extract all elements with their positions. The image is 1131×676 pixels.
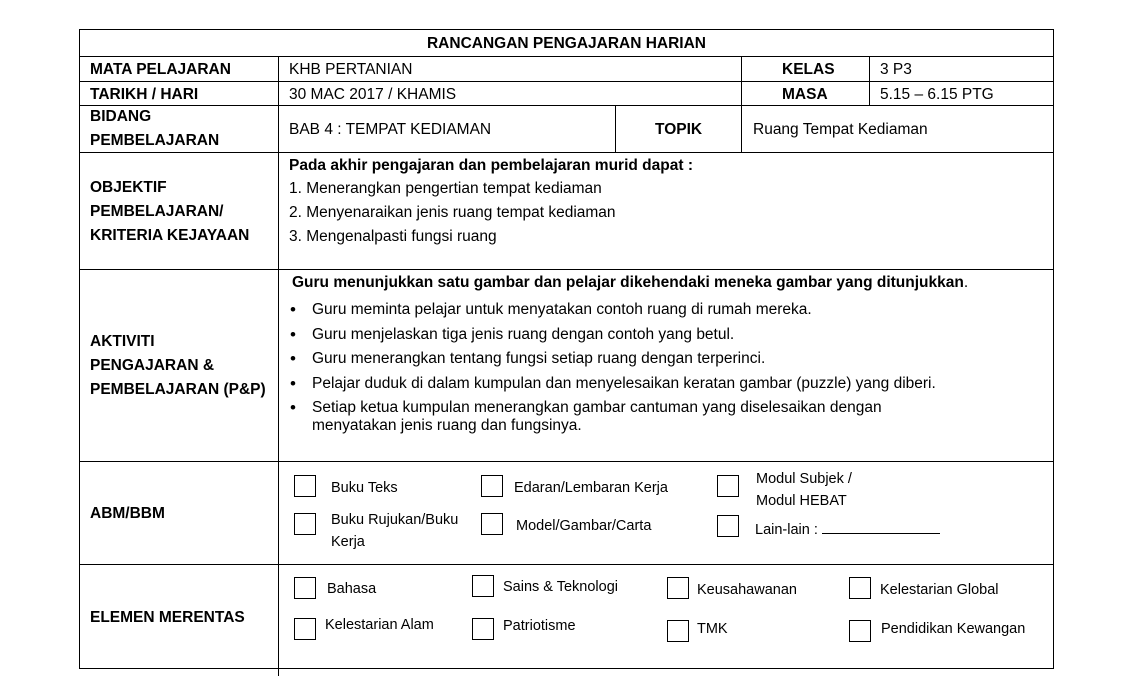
emk-label: ELEMEN MERENTAS	[90, 609, 245, 626]
modul-label: Modul HEBAT	[756, 493, 847, 509]
buku-rujukan-label: Buku Rujukan/Buku	[331, 512, 459, 528]
buku-teks-label: Buku Teks	[331, 480, 398, 496]
rule	[80, 152, 1053, 153]
abm-label: ABM/BBM	[90, 505, 165, 522]
objective-item: 2. Menyenaraikan jenis ruang tempat kediaman	[289, 204, 616, 221]
rule	[80, 105, 1053, 106]
objective-item: 1. Menerangkan pengertian tempat kediaman	[289, 180, 602, 197]
page-title: RANCANGAN PENGAJARAN HARIAN	[426, 35, 706, 52]
kewangan-checkbox[interactable]	[849, 620, 871, 642]
rule	[869, 56, 870, 106]
tmk-label: TMK	[697, 621, 728, 637]
rule	[80, 564, 1053, 565]
kelestarian-global-label: Kelestarian Global	[880, 582, 999, 598]
topic-value: Ruang Tempat Kediaman	[753, 121, 928, 138]
kewangan-label: Pendidikan Kewangan	[881, 621, 1026, 637]
kelestarian-alam-label: Kelestarian Alam	[325, 617, 434, 633]
objectives-label: KRITERIA KEJAYAAN	[90, 227, 250, 244]
list-item: • Guru menerangkan tentang fungsi setiap ruang dengan terperinci.	[288, 347, 936, 372]
activities-intro	[292, 273, 968, 292]
objectives-intro: Pada akhir pengajaran dan pembelajaran murid dapat :	[289, 157, 693, 174]
time-value: 5.15 – 6.15 PTG	[880, 86, 994, 103]
activities-label: PEMBELAJARAN (P&P)	[90, 381, 266, 398]
date-value: 30 MAC 2017 / KHAMIS	[289, 86, 457, 103]
keusahawanan-checkbox[interactable]	[667, 577, 689, 599]
subject-label: MATA PELAJARAN	[90, 61, 231, 78]
objectives-label: PEMBELAJARAN/	[90, 203, 224, 220]
field-value: BAB 4 : TEMPAT KEDIAMAN	[289, 121, 492, 138]
rule	[741, 56, 742, 106]
edaran-label: Edaran/Lembaran Kerja	[514, 480, 668, 496]
lain-lain-blank[interactable]	[822, 520, 940, 534]
activities-label: AKTIVITI	[90, 333, 155, 350]
list-item: • Guru meminta pelajar untuk menyatakan contoh ruang di rumah mereka.	[288, 298, 936, 323]
class-value: 3 P3	[880, 61, 912, 78]
lain-lain-label	[755, 520, 940, 541]
patriotisme-checkbox[interactable]	[472, 618, 494, 640]
kelestarian-global-checkbox[interactable]	[849, 577, 871, 599]
tmk-checkbox[interactable]	[667, 620, 689, 642]
activities-intro-text: Guru menunjukkan satu gambar dan pelajar dikehendaki meneka gambar yang ditunjukkan	[292, 274, 964, 291]
kelestarian-alam-checkbox[interactable]	[294, 618, 316, 640]
edaran-checkbox[interactable]	[481, 475, 503, 497]
sains-label: Sains & Teknologi	[503, 579, 619, 595]
model-label: Model/Gambar/Carta	[516, 518, 652, 534]
field-label: BIDANG	[90, 108, 152, 125]
rule	[80, 81, 1053, 82]
modul-checkbox[interactable]	[717, 475, 739, 497]
sains-checkbox[interactable]	[472, 575, 494, 597]
list-item: • Guru menjelaskan tiga jenis ruang dengan contoh yang betul.	[288, 323, 936, 348]
field-label: PEMBELAJARAN	[90, 132, 220, 149]
time-label: MASA	[782, 86, 828, 103]
topic-label: TOPIK	[655, 121, 703, 138]
bahasa-label: Bahasa	[327, 581, 377, 597]
buku-teks-checkbox[interactable]	[294, 475, 316, 497]
patriotisme-label: Patriotisme	[503, 618, 576, 634]
list-item: • Setiap ketua kumpulan menerangkan gambar cantuman yang diselesaikan dengan	[288, 396, 936, 421]
objective-item: 3. Mengenalpasti fungsi ruang	[289, 228, 497, 245]
lesson-plan-form	[79, 29, 1054, 669]
rule	[80, 56, 1053, 57]
subject-value: KHB PERTANIAN	[289, 61, 413, 78]
bahasa-checkbox[interactable]	[294, 577, 316, 599]
activities-list	[288, 298, 936, 421]
rule	[80, 269, 1053, 270]
rule	[278, 56, 279, 676]
activity-continuation: menyatakan jenis ruang dan fungsinya.	[312, 417, 582, 434]
class-label: KELAS	[782, 61, 835, 78]
rule	[615, 105, 616, 153]
activities-label: PENGAJARAN &	[90, 357, 215, 374]
buku-rujukan-checkbox[interactable]	[294, 513, 316, 535]
activities-intro-period: .	[963, 274, 969, 291]
keusahawanan-label: Keusahawanan	[697, 582, 797, 598]
objectives-label: OBJEKTIF	[90, 179, 167, 196]
model-checkbox[interactable]	[481, 513, 503, 535]
lain-lain-checkbox[interactable]	[717, 515, 739, 537]
buku-rujukan-label: Kerja	[331, 534, 365, 550]
list-item: • Pelajar duduk di dalam kumpulan dan menyelesaikan keratan gambar (puzzle) yang diberi.	[288, 372, 936, 397]
modul-label: Modul Subjek /	[756, 471, 852, 487]
rule	[80, 461, 1053, 462]
rule	[741, 105, 742, 153]
date-label: TARIKH / HARI	[90, 86, 199, 103]
lain-lain-text: Lain-lain :	[755, 522, 818, 538]
